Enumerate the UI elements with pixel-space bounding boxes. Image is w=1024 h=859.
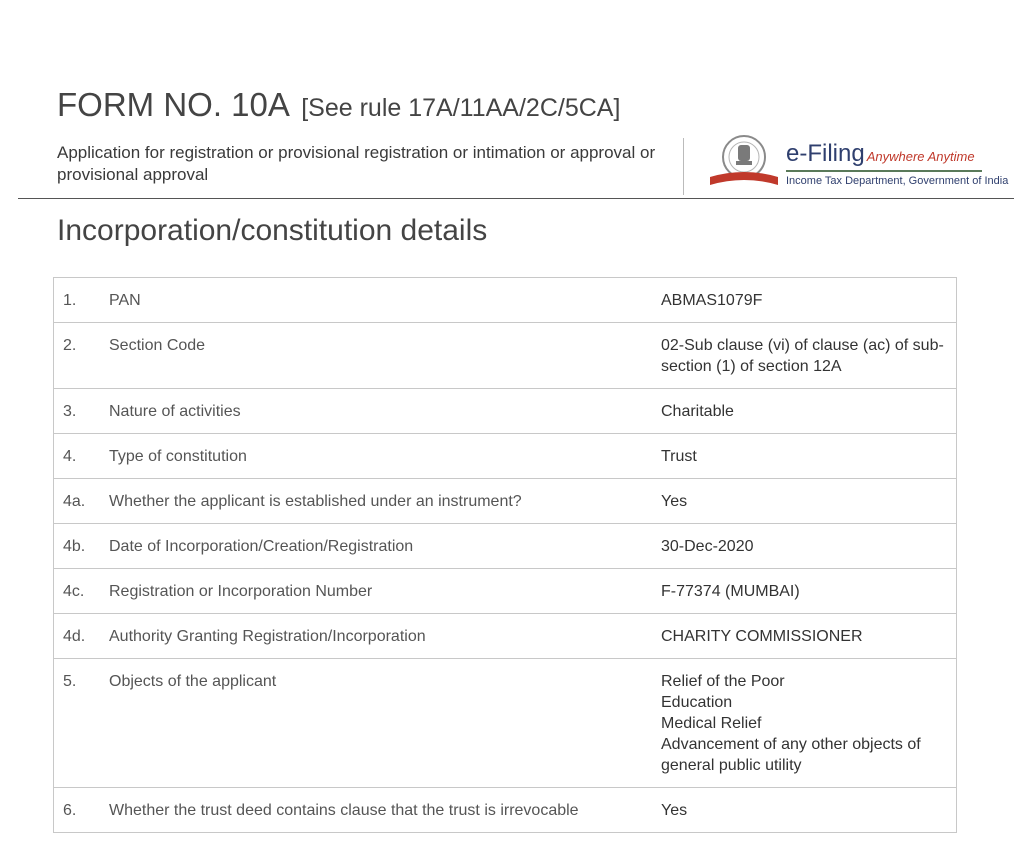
row-label: Objects of the applicant bbox=[103, 659, 655, 788]
row-value: F-77374 (MUMBAI) bbox=[655, 569, 957, 614]
row-label: Section Code bbox=[103, 323, 655, 389]
row-number: 4c. bbox=[54, 569, 104, 614]
row-label: Registration or Incorporation Number bbox=[103, 569, 655, 614]
table-row bbox=[54, 479, 957, 524]
table-row bbox=[54, 659, 957, 788]
details-table-body bbox=[54, 278, 957, 833]
row-value: 30-Dec-2020 bbox=[655, 524, 957, 569]
efiling-department: Income Tax Department, Government of India bbox=[786, 175, 1009, 187]
efiling-tagline: Anywhere Anytime bbox=[866, 149, 975, 164]
section-title: Incorporation/constitution details bbox=[57, 214, 488, 247]
value-line: Education bbox=[661, 694, 733, 711]
details-table bbox=[53, 277, 957, 833]
row-number: 4d. bbox=[54, 614, 104, 659]
table-row bbox=[54, 278, 957, 323]
row-value: Yes bbox=[655, 788, 957, 833]
row-value: CHARITY COMMISSIONER bbox=[655, 614, 957, 659]
row-value: ABMAS1079F bbox=[655, 278, 957, 323]
table-row bbox=[54, 434, 957, 479]
row-value: Charitable bbox=[655, 389, 957, 434]
table-row bbox=[54, 569, 957, 614]
row-label: Whether the applicant is established under an instrument? bbox=[103, 479, 655, 524]
row-number: 5. bbox=[54, 659, 104, 788]
header-rule bbox=[18, 198, 1014, 199]
header-divider bbox=[683, 138, 684, 195]
row-number: 4a. bbox=[54, 479, 104, 524]
row-number: 1. bbox=[54, 278, 104, 323]
row-number: 6. bbox=[54, 788, 104, 833]
table-row bbox=[54, 614, 957, 659]
row-label: Type of constitution bbox=[103, 434, 655, 479]
rule-reference: [See rule 17A/11AA/2C/5CA] bbox=[301, 94, 621, 122]
row-value: 02-Sub clause (vi) of clause (ac) of sub-section (1) of section 12A bbox=[655, 323, 957, 389]
form-subtitle: Application for registration or provisional registration or intimation or approval or provisional approval bbox=[57, 143, 656, 184]
table-row bbox=[54, 524, 957, 569]
row-number: 3. bbox=[54, 389, 104, 434]
row-number: 4. bbox=[54, 434, 104, 479]
table-row bbox=[54, 389, 957, 434]
row-label: Date of Incorporation/Creation/Registration bbox=[103, 524, 655, 569]
row-label: Nature of activities bbox=[103, 389, 655, 434]
row-value bbox=[655, 659, 957, 788]
table-row bbox=[54, 323, 957, 389]
value-line: Medical Relief bbox=[661, 715, 762, 732]
row-number: 4b. bbox=[54, 524, 104, 569]
efiling-brand: e-Filing Anywhere Anytime bbox=[786, 140, 975, 167]
value-line: Advancement of any other objects of general public utility bbox=[661, 736, 921, 774]
income-tax-department-emblem-icon bbox=[706, 133, 782, 195]
value-line: Relief of the Poor bbox=[661, 673, 785, 690]
row-label: PAN bbox=[103, 278, 655, 323]
row-label: Whether the trust deed contains clause that the trust is irrevocable bbox=[103, 788, 655, 833]
efiling-underline bbox=[786, 170, 982, 172]
row-value: Yes bbox=[655, 479, 957, 524]
row-label: Authority Granting Registration/Incorporation bbox=[103, 614, 655, 659]
form-number: FORM NO. 10A bbox=[57, 86, 289, 123]
form-title bbox=[57, 86, 620, 124]
row-number: 2. bbox=[54, 323, 104, 389]
table-row bbox=[54, 788, 957, 833]
row-value: Trust bbox=[655, 434, 957, 479]
